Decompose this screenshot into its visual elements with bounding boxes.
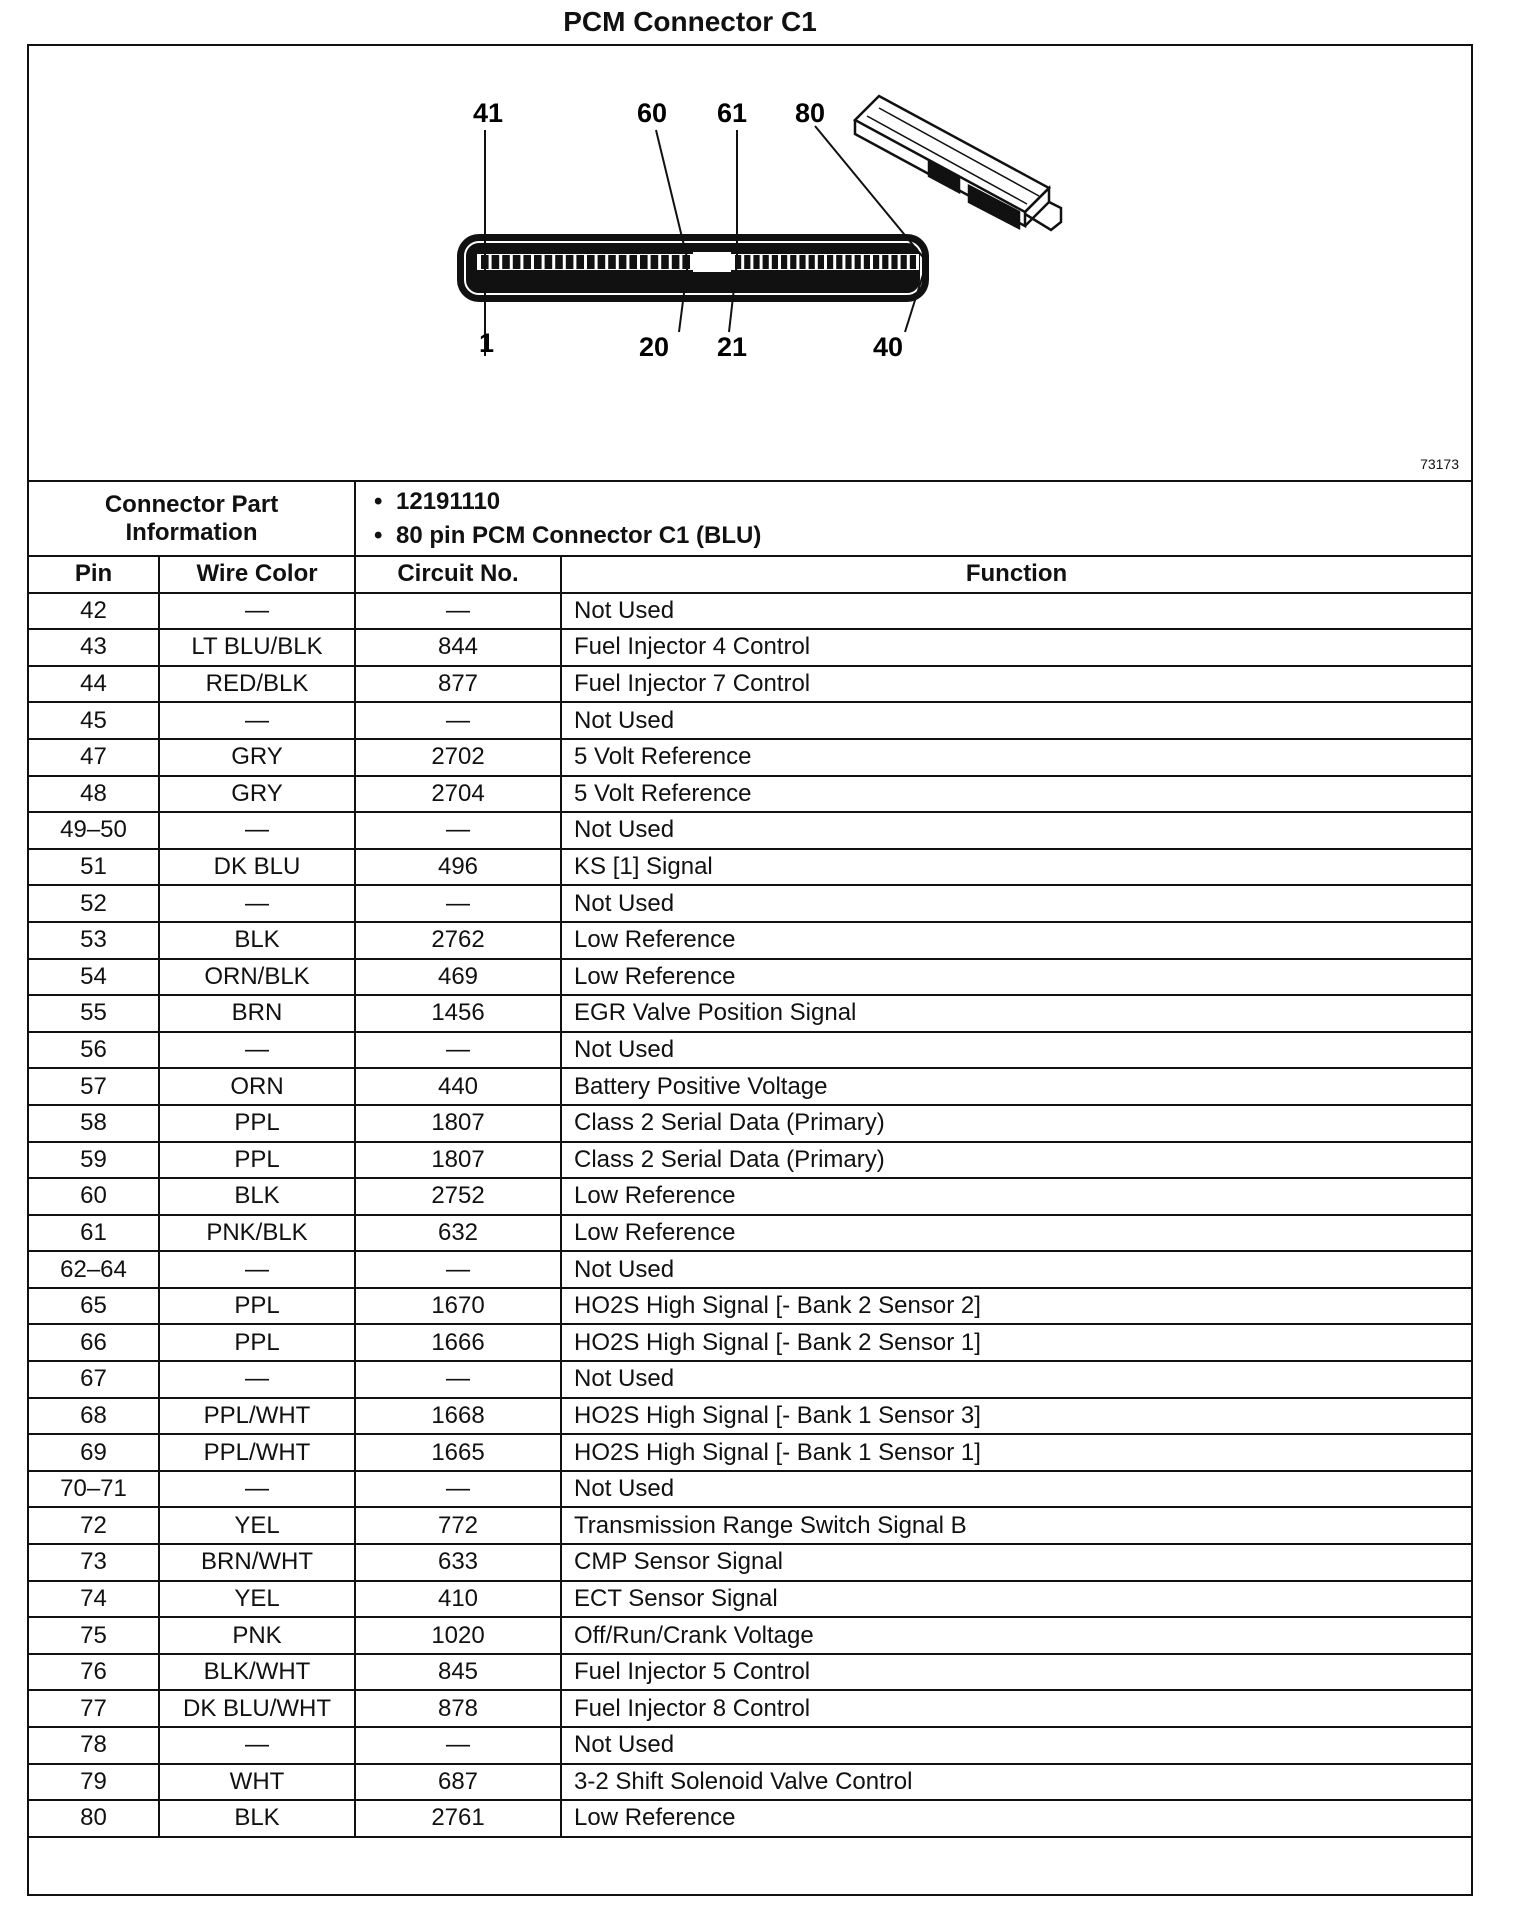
pin-cell: 53	[29, 922, 159, 959]
function-cell: EGR Valve Position Signal	[561, 995, 1471, 1032]
pin-label-1: 1	[479, 328, 495, 358]
connector-pin	[864, 255, 870, 269]
connector-pin	[523, 255, 531, 269]
pin-cell: 48	[29, 776, 159, 813]
pin-cell: 60	[29, 1178, 159, 1215]
function-cell: HO2S High Signal [- Bank 2 Sensor 2]	[561, 1288, 1471, 1325]
function-cell: Not Used	[561, 593, 1471, 630]
pin-cell: 76	[29, 1654, 159, 1691]
function-cell: Class 2 Serial Data (Primary)	[561, 1142, 1471, 1179]
table-row	[29, 885, 1471, 922]
pin-label-60: 60	[637, 98, 668, 128]
table-row	[29, 1800, 1471, 1837]
table-row	[29, 1361, 1471, 1398]
connector-table-frame	[27, 44, 1473, 1896]
connector-info-row	[29, 482, 1471, 556]
connector-pin	[555, 255, 563, 269]
function-cell: Fuel Injector 5 Control	[561, 1654, 1471, 1691]
wire-color-cell: DK BLU/WHT	[159, 1690, 355, 1727]
circuit-cell: 632	[355, 1215, 561, 1252]
function-cell: ECT Sensor Signal	[561, 1581, 1471, 1618]
function-cell: HO2S High Signal [- Bank 1 Sensor 3]	[561, 1398, 1471, 1435]
wire-color-cell: PPL	[159, 1324, 355, 1361]
connector-pin	[629, 255, 637, 269]
connector-pin	[901, 255, 907, 269]
pin-cell: 75	[29, 1617, 159, 1654]
connector-pin	[763, 255, 769, 269]
connector-pin	[799, 255, 805, 269]
connector-info-value	[355, 482, 1471, 556]
figure-id: 73173	[1420, 456, 1459, 472]
wire-color-cell: —	[159, 1032, 355, 1069]
pin-cell: 57	[29, 1068, 159, 1105]
table-row	[29, 1507, 1471, 1544]
table-row	[29, 1434, 1471, 1471]
pin-label-21: 21	[717, 332, 748, 362]
connector-pin	[534, 255, 542, 269]
circuit-cell: —	[355, 812, 561, 849]
wire-color-cell: LT BLU/BLK	[159, 629, 355, 666]
wire-color-cell: —	[159, 885, 355, 922]
table-row	[29, 1288, 1471, 1325]
col-header-circuit: Circuit No.	[355, 556, 561, 593]
table-row	[29, 593, 1471, 630]
function-cell: Not Used	[561, 1727, 1471, 1764]
function-cell: Fuel Injector 4 Control	[561, 629, 1471, 666]
connector-3d-sketch	[855, 96, 1061, 230]
connector-pin	[545, 255, 553, 269]
pin-cell: 54	[29, 959, 159, 996]
wire-color-cell: PPL	[159, 1142, 355, 1179]
pin-cell: 62–64	[29, 1251, 159, 1288]
pin-label-40: 40	[873, 332, 904, 362]
connector-pin	[513, 255, 521, 269]
pin-cell: 56	[29, 1032, 159, 1069]
pin-cell: 42	[29, 593, 159, 630]
info-label-line2: Information	[125, 518, 258, 546]
connector-drawing	[29, 46, 1471, 480]
pin-cell: 65	[29, 1288, 159, 1325]
connector-pin	[790, 255, 796, 269]
circuit-cell: 1807	[355, 1142, 561, 1179]
function-cell: Fuel Injector 7 Control	[561, 666, 1471, 703]
table-row	[29, 1068, 1471, 1105]
function-cell: Low Reference	[561, 1178, 1471, 1215]
circuit-cell: —	[355, 593, 561, 630]
circuit-cell: —	[355, 702, 561, 739]
pin-cell: 79	[29, 1764, 159, 1801]
pin-cell: 45	[29, 702, 159, 739]
function-cell: 5 Volt Reference	[561, 739, 1471, 776]
pinout-table	[29, 482, 1471, 1838]
connector-pin	[753, 255, 759, 269]
connector-pin	[608, 255, 616, 269]
pin-cell: 52	[29, 885, 159, 922]
table-row	[29, 629, 1471, 666]
wire-color-cell: BRN/WHT	[159, 1544, 355, 1581]
circuit-cell: 469	[355, 959, 561, 996]
circuit-cell: 2752	[355, 1178, 561, 1215]
wire-color-cell: —	[159, 593, 355, 630]
circuit-cell: 1807	[355, 1105, 561, 1142]
function-cell: Not Used	[561, 1032, 1471, 1069]
connector-pin	[772, 255, 778, 269]
table-row	[29, 1654, 1471, 1691]
wire-color-cell: PPL	[159, 1105, 355, 1142]
wire-color-cell: PNK	[159, 1617, 355, 1654]
function-cell: Not Used	[561, 1471, 1471, 1508]
table-row	[29, 1324, 1471, 1361]
table-row	[29, 1105, 1471, 1142]
wire-color-cell: BLK	[159, 1800, 355, 1837]
wire-color-cell: PPL/WHT	[159, 1434, 355, 1471]
circuit-cell: 844	[355, 629, 561, 666]
connector-pin	[744, 255, 750, 269]
connector-pin	[566, 255, 574, 269]
table-row	[29, 1398, 1471, 1435]
function-cell: Not Used	[561, 1361, 1471, 1398]
wire-color-cell: —	[159, 702, 355, 739]
wire-color-cell: BLK	[159, 1178, 355, 1215]
connector-info-label	[29, 482, 355, 556]
pin-label-20: 20	[639, 332, 670, 362]
circuit-cell: 2704	[355, 776, 561, 813]
connector-pin	[576, 255, 584, 269]
table-row	[29, 1471, 1471, 1508]
table-row	[29, 1142, 1471, 1179]
connector-pin	[836, 255, 842, 269]
circuit-cell: 845	[355, 1654, 561, 1691]
pin-cell: 47	[29, 739, 159, 776]
connector-pin	[502, 255, 510, 269]
table-row	[29, 1581, 1471, 1618]
connector-pin	[809, 255, 815, 269]
circuit-cell: 878	[355, 1690, 561, 1727]
function-cell: 3-2 Shift Solenoid Valve Control	[561, 1764, 1471, 1801]
wire-color-cell: ORN/BLK	[159, 959, 355, 996]
table-row	[29, 1178, 1471, 1215]
wire-color-cell: —	[159, 1471, 355, 1508]
circuit-cell: 687	[355, 1764, 561, 1801]
function-cell: HO2S High Signal [- Bank 2 Sensor 1]	[561, 1324, 1471, 1361]
page-title: PCM Connector C1	[563, 6, 817, 37]
circuit-cell: 2762	[355, 922, 561, 959]
wire-color-cell: YEL	[159, 1581, 355, 1618]
wire-color-cell: ORN	[159, 1068, 355, 1105]
table-header-row	[29, 556, 1471, 593]
pin-label-80: 80	[795, 98, 826, 128]
wire-color-cell: DK BLU	[159, 849, 355, 886]
info-label-line1: Connector Part	[104, 490, 279, 518]
function-cell: Not Used	[561, 702, 1471, 739]
connector-pin	[882, 255, 888, 269]
pin-cell: 67	[29, 1361, 159, 1398]
function-cell: Not Used	[561, 885, 1471, 922]
wire-color-cell: BLK/WHT	[159, 1654, 355, 1691]
function-cell: Class 2 Serial Data (Primary)	[561, 1105, 1471, 1142]
function-cell: Low Reference	[561, 959, 1471, 996]
function-cell: Low Reference	[561, 1215, 1471, 1252]
table-row	[29, 849, 1471, 886]
wire-color-cell: YEL	[159, 1507, 355, 1544]
circuit-cell: 496	[355, 849, 561, 886]
pin-cell: 68	[29, 1398, 159, 1435]
connector-pin	[661, 255, 669, 269]
table-row	[29, 812, 1471, 849]
pin-label-61: 61	[717, 98, 748, 128]
table-row	[29, 959, 1471, 996]
pin-cell: 78	[29, 1727, 159, 1764]
connector-description: • 80 pin PCM Connector C1 (BLU)	[396, 519, 1471, 553]
col-header-function: Function	[561, 556, 1471, 593]
circuit-cell: 1668	[355, 1398, 561, 1435]
table-row	[29, 739, 1471, 776]
pin-cell: 69	[29, 1434, 159, 1471]
table-row	[29, 1690, 1471, 1727]
circuit-cell: 772	[355, 1507, 561, 1544]
connector-pin	[619, 255, 627, 269]
table-row	[29, 776, 1471, 813]
pin-cell: 49–50	[29, 812, 159, 849]
wire-color-cell: BRN	[159, 995, 355, 1032]
wire-color-cell: GRY	[159, 739, 355, 776]
connector-pin	[672, 255, 680, 269]
connector-pin	[598, 255, 606, 269]
circuit-cell: 877	[355, 666, 561, 703]
pin-cell: 58	[29, 1105, 159, 1142]
connector-pin	[910, 255, 916, 269]
connector-pin	[587, 255, 595, 269]
table-row	[29, 702, 1471, 739]
circuit-cell: 410	[355, 1581, 561, 1618]
circuit-cell: —	[355, 1471, 561, 1508]
pin-cell: 74	[29, 1581, 159, 1618]
wire-color-cell: PNK/BLK	[159, 1215, 355, 1252]
wire-color-cell: —	[159, 1251, 355, 1288]
circuit-cell: 1670	[355, 1288, 561, 1325]
circuit-cell: 2702	[355, 739, 561, 776]
connector-pin	[818, 255, 824, 269]
circuit-cell: 2761	[355, 1800, 561, 1837]
pin-cell: 66	[29, 1324, 159, 1361]
circuit-cell: 1020	[355, 1617, 561, 1654]
wire-color-cell: GRY	[159, 776, 355, 813]
connector-pin	[492, 255, 500, 269]
pin-label-41: 41	[473, 98, 504, 128]
table-row	[29, 666, 1471, 703]
pin-cell: 55	[29, 995, 159, 1032]
table-row	[29, 1544, 1471, 1581]
table-row	[29, 1032, 1471, 1069]
table-row	[29, 922, 1471, 959]
connector-pin	[827, 255, 833, 269]
circuit-cell: 1665	[355, 1434, 561, 1471]
wire-color-cell: —	[159, 1727, 355, 1764]
pin-cell: 73	[29, 1544, 159, 1581]
pin-cell: 43	[29, 629, 159, 666]
function-cell: KS [1] Signal	[561, 849, 1471, 886]
wire-color-cell: PPL/WHT	[159, 1398, 355, 1435]
function-cell: CMP Sensor Signal	[561, 1544, 1471, 1581]
circuit-cell: 633	[355, 1544, 561, 1581]
table-row	[29, 1727, 1471, 1764]
connector-pin	[781, 255, 787, 269]
connector-pin	[845, 255, 851, 269]
connector-pin	[891, 255, 897, 269]
function-cell: Transmission Range Switch Signal B	[561, 1507, 1471, 1544]
circuit-cell: 440	[355, 1068, 561, 1105]
wire-color-cell: BLK	[159, 922, 355, 959]
pin-cell: 61	[29, 1215, 159, 1252]
col-header-wire-color: Wire Color	[159, 556, 355, 593]
connector-diagram	[29, 46, 1471, 482]
wire-color-cell: PPL	[159, 1288, 355, 1325]
circuit-cell: —	[355, 1032, 561, 1069]
wire-color-cell: —	[159, 1361, 355, 1398]
circuit-cell: 1666	[355, 1324, 561, 1361]
pin-cell: 51	[29, 849, 159, 886]
function-cell: 5 Volt Reference	[561, 776, 1471, 813]
function-cell: Battery Positive Voltage	[561, 1068, 1471, 1105]
connector-pin	[873, 255, 879, 269]
function-cell: Low Reference	[561, 922, 1471, 959]
circuit-cell: 1456	[355, 995, 561, 1032]
function-cell: HO2S High Signal [- Bank 1 Sensor 1]	[561, 1434, 1471, 1471]
function-cell: Low Reference	[561, 1800, 1471, 1837]
pin-cell: 77	[29, 1690, 159, 1727]
function-cell: Off/Run/Crank Voltage	[561, 1617, 1471, 1654]
pin-cell: 70–71	[29, 1471, 159, 1508]
circuit-cell: —	[355, 885, 561, 922]
circuit-cell: —	[355, 1251, 561, 1288]
pin-cell: 44	[29, 666, 159, 703]
pin-cell: 80	[29, 1800, 159, 1837]
connector-pin	[855, 255, 861, 269]
circuit-cell: —	[355, 1361, 561, 1398]
wire-color-cell: RED/BLK	[159, 666, 355, 703]
function-cell: Not Used	[561, 1251, 1471, 1288]
table-row	[29, 1617, 1471, 1654]
col-header-pin: Pin	[29, 556, 159, 593]
connector-pin	[651, 255, 659, 269]
table-row	[29, 995, 1471, 1032]
function-cell: Not Used	[561, 812, 1471, 849]
wire-color-cell: WHT	[159, 1764, 355, 1801]
pin-cell: 59	[29, 1142, 159, 1179]
function-cell: Fuel Injector 8 Control	[561, 1690, 1471, 1727]
table-row	[29, 1764, 1471, 1801]
circuit-cell: —	[355, 1727, 561, 1764]
connector-pin	[640, 255, 648, 269]
pin-cell: 72	[29, 1507, 159, 1544]
wire-color-cell: —	[159, 812, 355, 849]
table-row	[29, 1251, 1471, 1288]
part-number: • 12191110	[396, 485, 1471, 519]
table-row	[29, 1215, 1471, 1252]
